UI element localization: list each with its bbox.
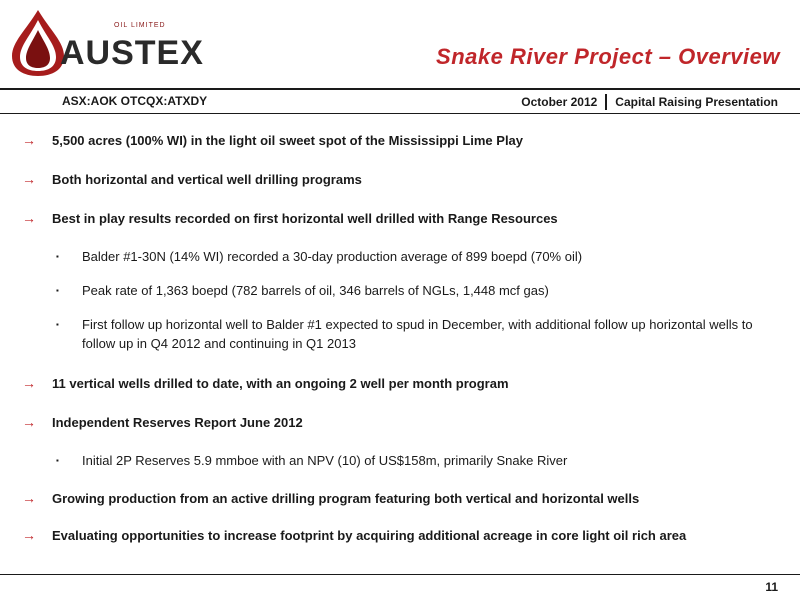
arrow-icon: →: [22, 375, 36, 391]
sub-bullet-text: First follow up horizontal well to Balder #1 expected to spud in December, with additional follow up horizontal wells to follow up in Q4 2012 and continuing in Q1 2013: [82, 317, 753, 351]
square-bullet-icon: ▪: [56, 252, 59, 261]
square-bullet-icon: ▪: [56, 456, 59, 465]
page-number: 11: [765, 580, 778, 594]
bullet-text: Evaluating opportunities to increase footprint by acquiring additional acreage in core light oil rich area: [52, 528, 687, 543]
header-divider: [605, 94, 607, 110]
sub-bullet-text: Peak rate of 1,363 boepd (782 barrels of oil, 346 barrels of NGLs, 1,448 mcf gas): [82, 283, 549, 298]
square-bullet-icon: ▪: [56, 286, 59, 295]
sub-bullet-peak-rate: [22, 281, 782, 300]
sub-bullet-follow-up: [22, 315, 782, 353]
bullet-acreage: [22, 132, 782, 149]
arrow-icon: →: [22, 414, 36, 430]
arrow-icon: →: [22, 210, 36, 226]
arrow-icon: →: [22, 490, 36, 506]
bullet-text: 11 vertical wells drilled to date, with an ongoing 2 well per month program: [52, 376, 509, 391]
square-bullet-icon: ▪: [56, 320, 59, 329]
austex-logo: [8, 8, 204, 78]
bullet-drilling-programs: [22, 171, 782, 188]
sub-bullet-2p-reserves: [22, 451, 782, 470]
bullet-text: 5,500 acres (100% WI) in the light oil sweet spot of the Mississippi Lime Play: [52, 133, 524, 148]
arrow-icon: →: [22, 527, 36, 543]
bullet-evaluating-opportunities: [22, 527, 782, 544]
bullet-text: Independent Reserves Report June 2012: [52, 415, 303, 430]
bullet-text: Best in play results recorded on first horizontal well drilled with Range Resources: [52, 211, 558, 226]
presentation-date: October 2012: [521, 95, 598, 109]
slide-title: Snake River Project – Overview: [436, 44, 780, 69]
bullet-reserves-report: [22, 414, 782, 431]
arrow-icon: →: [22, 132, 36, 148]
header-rule-top: [0, 88, 800, 90]
bullet-vertical-wells: [22, 375, 782, 392]
presentation-info: [521, 94, 778, 110]
bullet-text: Growing production from an active drilling program featuring both vertical and horizontal wells: [52, 491, 640, 506]
bullet-best-results: [22, 210, 782, 227]
sub-bullet-text: Initial 2P Reserves 5.9 mmboe with an NPV (10) of US$158m, primarily Snake River: [82, 453, 568, 468]
bullet-growing-production: [22, 490, 782, 507]
bullet-text: Both horizontal and vertical well drilling programs: [52, 172, 362, 187]
header-rule-bottom: [0, 113, 800, 114]
ticker-symbols: ASX:AOK OTCQX:ATXDY: [62, 94, 208, 108]
logo-tagline: OIL LIMITED: [114, 22, 166, 29]
sub-bullet-balder: [22, 247, 782, 266]
slide-content: [22, 126, 782, 544]
logo-wordmark: AUSTEX: [60, 34, 204, 72]
footer-rule: [0, 574, 800, 575]
arrow-icon: →: [22, 171, 36, 187]
presentation-name: Capital Raising Presentation: [615, 95, 778, 109]
oil-drop-icon: [8, 8, 68, 78]
sub-bullet-text: Balder #1-30N (14% WI) recorded a 30-day production average of 899 boepd (70% oil): [82, 249, 583, 264]
